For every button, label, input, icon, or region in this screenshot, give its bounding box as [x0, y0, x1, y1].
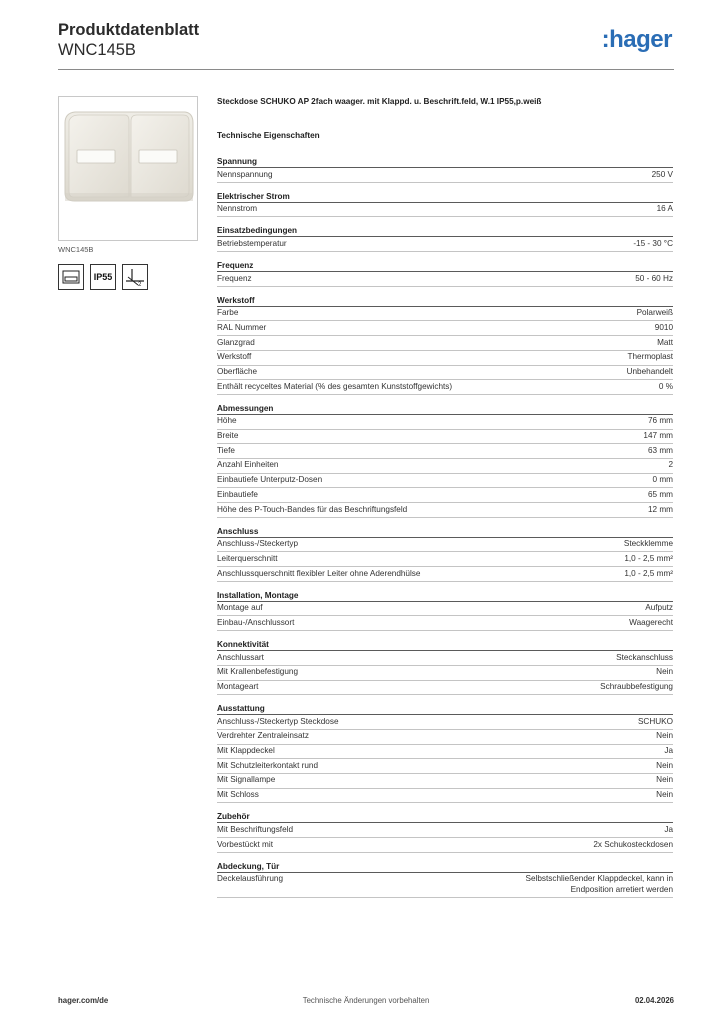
property-group: [217, 260, 673, 287]
property-row: [217, 415, 673, 430]
property-label: Vorbestückt mit: [217, 839, 273, 849]
property-value: 0 mm: [652, 475, 673, 485]
image-caption: WNC145B: [58, 245, 94, 254]
property-row: [217, 759, 673, 774]
group-title: Konnektivität: [217, 639, 673, 651]
property-row: [217, 616, 673, 631]
property-row: [217, 666, 673, 681]
property-value: Steckanschluss: [616, 652, 673, 662]
property-row: [217, 474, 673, 489]
property-row: [217, 538, 673, 553]
property-label: Frequenz: [217, 273, 252, 283]
property-label: Farbe: [217, 308, 239, 318]
property-group: [217, 295, 673, 395]
property-value: 50 - 60 Hz: [635, 273, 673, 283]
property-row: [217, 168, 673, 183]
property-value: Waagerecht: [629, 617, 673, 627]
property-row: [217, 681, 673, 696]
property-label: Betriebstemperatur: [217, 238, 287, 248]
group-title: Einsatzbedingungen: [217, 225, 673, 237]
group-title: Frequenz: [217, 260, 673, 272]
property-row: [217, 789, 673, 804]
property-row: [217, 503, 673, 518]
property-value: Matt: [657, 337, 673, 347]
property-row: [217, 237, 673, 252]
property-label: Mit Krallenbefestigung: [217, 667, 299, 677]
group-title: Werkstoff: [217, 295, 673, 307]
property-label: Mit Klappdeckel: [217, 746, 275, 756]
technical-properties-heading: Technische Eigenschaften: [217, 131, 320, 140]
property-row: [217, 307, 673, 322]
property-group: [217, 639, 673, 695]
property-value: Thermoplast: [627, 352, 673, 362]
property-groups: [217, 156, 673, 898]
property-label: RAL Nummer: [217, 322, 267, 332]
property-row: [217, 488, 673, 503]
property-group: [217, 811, 673, 852]
property-value: 1,0 - 2,5 mm²: [624, 553, 673, 563]
property-group: [217, 191, 673, 218]
property-label: Deckelausführung: [217, 874, 283, 884]
property-label: Glanzgrad: [217, 337, 255, 347]
property-group: [217, 590, 673, 631]
property-row: [217, 430, 673, 445]
property-value: Nein: [656, 731, 673, 741]
property-label: Montageart: [217, 682, 259, 691]
property-value: Nein: [656, 667, 673, 677]
property-label: Anzahl Einheiten: [217, 460, 279, 470]
property-value: Steckklemme: [623, 539, 673, 549]
property-label: Höhe des P-Touch-Bandes für das Beschriftungsfeld: [217, 504, 408, 514]
property-value: Nein: [656, 760, 673, 770]
product-image: [58, 96, 198, 241]
property-label: Anschluss-/Steckertyp: [217, 539, 298, 549]
property-row: [217, 730, 673, 745]
property-group: [217, 526, 673, 582]
property-value: Schraubbefestigung: [600, 682, 673, 691]
property-row: [217, 444, 673, 459]
property-row: [217, 366, 673, 381]
property-label: Anschluss-/Steckertyp Steckdose: [217, 716, 339, 726]
property-value: 9010: [654, 322, 673, 332]
property-value: Nein: [656, 790, 673, 800]
feature-icons: [58, 264, 198, 290]
property-label: Mit Schutzleiterkontakt rund: [217, 760, 319, 770]
property-label: Enthält recyceltes Material (% des gesamten Kunststoffgewichts): [217, 381, 453, 391]
property-value: Polarweiß: [636, 308, 673, 318]
property-value: 0 %: [658, 381, 673, 391]
property-row: [217, 602, 673, 617]
property-value: 1,0 - 2,5 mm²: [624, 568, 673, 578]
group-title: Zubehör: [217, 811, 673, 823]
property-group: [217, 156, 673, 183]
group-title: Elektrischer Strom: [217, 191, 673, 203]
group-title: Abmessungen: [217, 403, 673, 415]
property-value: Ja: [664, 824, 673, 834]
property-value: 250 V: [651, 169, 673, 179]
property-label: Mit Beschriftungsfeld: [217, 824, 293, 834]
footer-disclaimer: Technische Änderungen vorbehalten: [302, 996, 430, 1005]
property-label: Einbau-/Anschlussort: [217, 617, 295, 627]
property-value: Ja: [664, 746, 673, 756]
property-row: [217, 552, 673, 567]
property-value: 147 mm: [643, 431, 673, 441]
property-row: [217, 823, 673, 838]
property-row: [217, 745, 673, 760]
property-label: Nennspannung: [217, 169, 273, 179]
property-row: [217, 567, 673, 582]
property-row: [217, 459, 673, 474]
property-group: [217, 403, 673, 518]
page-footer: [58, 996, 674, 1008]
property-label: Montage auf: [217, 603, 263, 613]
property-row: [217, 351, 673, 366]
ip55-icon: [90, 264, 116, 290]
property-row: [217, 380, 673, 395]
property-value: Aufputz: [645, 603, 673, 613]
property-label: Anschlussquerschnitt flexibler Leiter ohne Aderendhülse: [217, 568, 421, 578]
property-label: Anschlussart: [217, 652, 264, 662]
footer-website: hager.com/de: [58, 996, 109, 1005]
angle-icon: [122, 264, 148, 290]
property-value: 63 mm: [647, 445, 673, 455]
property-label: Verdrehter Zentraleinsatz: [217, 731, 309, 741]
property-value: 2x Schukosteckdosen: [593, 839, 673, 849]
hager-logo: :hager: [601, 26, 672, 53]
property-row: [217, 336, 673, 351]
socket-illustration: [59, 97, 197, 240]
property-label: Einbautiefe Unterputz-Dosen: [217, 475, 323, 485]
group-title: Abdeckung, Tür: [217, 861, 673, 873]
property-value: -15 - 30 °C: [633, 238, 673, 248]
property-value: 12 mm: [647, 504, 673, 514]
property-value: Selbstschließender Klappdeckel, kann in Endposition arretiert werden: [525, 874, 673, 894]
page-header: [58, 20, 674, 70]
property-row: [217, 774, 673, 789]
property-label: Leiterquerschnitt: [217, 553, 278, 563]
property-value: Unbehandelt: [626, 367, 673, 376]
property-label: Mit Signallampe: [217, 775, 276, 785]
header-divider: [58, 69, 674, 70]
product-sidebar: [58, 96, 198, 290]
property-value: Nein: [656, 775, 673, 785]
property-row: [217, 715, 673, 730]
property-label: Nennstrom: [217, 204, 258, 214]
property-group: [217, 225, 673, 252]
group-title: Installation, Montage: [217, 590, 673, 602]
property-row: [217, 838, 673, 853]
property-row: [217, 651, 673, 666]
product-description: Steckdose SCHUKO AP 2fach waager. mit Klappd. u. Beschrift.feld, W.1 IP55,p.weiß: [217, 97, 542, 106]
property-label: Einbautiefe: [217, 489, 258, 499]
property-row: [217, 873, 673, 898]
product-details: [217, 96, 673, 906]
property-value: 76 mm: [647, 416, 673, 426]
property-value: 2: [668, 460, 673, 470]
property-group: [217, 703, 673, 803]
property-value: 16 A: [656, 204, 673, 214]
property-label: Höhe: [217, 416, 237, 426]
property-value: 65 mm: [647, 489, 673, 499]
group-title: Spannung: [217, 156, 673, 168]
property-label: Mit Schloss: [217, 790, 259, 800]
property-row: [217, 272, 673, 287]
property-row: [217, 321, 673, 336]
group-title: Anschluss: [217, 526, 673, 538]
property-group: [217, 861, 673, 898]
property-label: Oberfläche: [217, 367, 258, 376]
svg-text:2: 2: [138, 282, 142, 287]
product-code: WNC145B: [58, 41, 136, 59]
property-row: [217, 203, 673, 218]
property-label: Werkstoff: [217, 352, 252, 362]
surface-mount-icon: [58, 264, 84, 290]
ip55-label: IP55: [93, 272, 113, 282]
document-title: Produktdatenblatt: [58, 21, 200, 39]
property-value: SCHUKO: [637, 716, 673, 726]
footer-date: 02.04.2026: [634, 996, 674, 1005]
group-title: Ausstattung: [217, 703, 673, 715]
property-label: Breite: [217, 431, 239, 441]
property-label: Tiefe: [217, 445, 235, 455]
